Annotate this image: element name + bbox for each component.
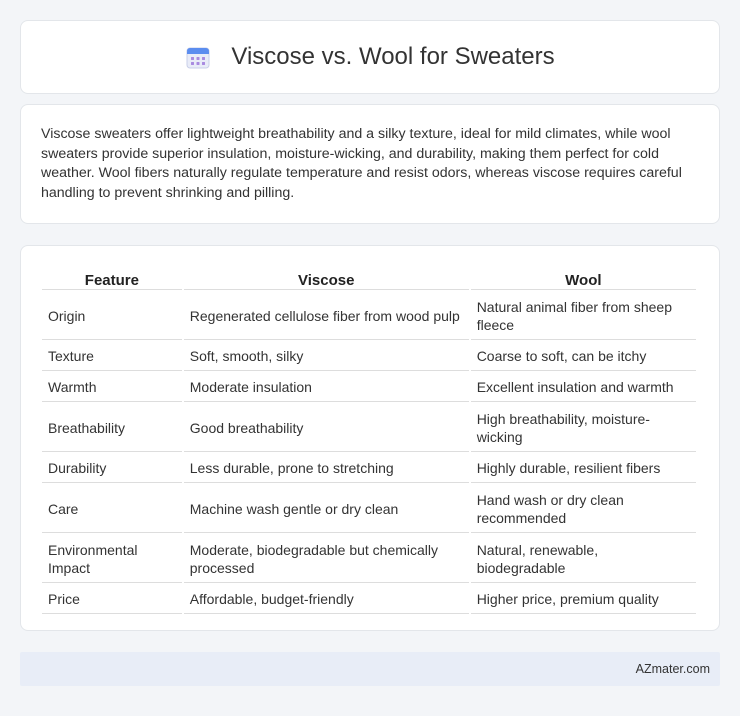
row-wool: Natural, renewable, biodegradable [471,535,696,583]
comparison-table [40,266,698,616]
intro-card [20,104,720,224]
table-row [42,454,696,483]
row-wool: Hand wash or dry clean recommended [471,485,696,533]
row-viscose: Machine wash gentle or dry clean [184,485,469,533]
title-card [20,20,720,94]
intro-text: Viscose sweaters offer lightweight breathability and a silky texture, ideal for mild climates, while wool sweaters provide superior insulation, moisture-wicking, and durability, making them perfect for cold weather. Wool fibers naturally regulate temperature and resist odors, whereas viscose requires careful handling to prevent shrinking and pilling. [41,126,682,201]
row-viscose: Regenerated cellulose fiber from wood pulp [184,292,469,340]
row-feature: Price [42,585,182,614]
row-viscose: Affordable, budget-friendly [184,585,469,614]
table-row [42,535,696,583]
row-viscose: Soft, smooth, silky [184,342,469,371]
table-row [42,585,696,614]
row-wool: Natural animal fiber from sheep fleece [471,292,696,340]
page-title: Viscose vs. Wool for Sweaters [231,43,555,70]
header-viscose: Viscose [184,268,469,290]
table-header-row [42,268,696,290]
calendar-icon [185,44,211,70]
table-row [42,342,696,371]
table-row [42,404,696,452]
header-feature: Feature [42,268,182,290]
table-row [42,292,696,340]
row-viscose: Moderate, biodegradable but chemically processed [184,535,469,583]
row-wool: Higher price, premium quality [471,585,696,614]
row-feature: Durability [42,454,182,483]
row-feature: Origin [42,292,182,340]
table-row [42,485,696,533]
row-wool: Highly durable, resilient fibers [471,454,696,483]
footer [20,652,720,686]
row-feature: Breathability [42,404,182,452]
row-viscose: Less durable, prone to stretching [184,454,469,483]
row-viscose: Moderate insulation [184,373,469,402]
footer-brand: AZmater.com [635,662,710,676]
row-feature: Environmental Impact [42,535,182,583]
table-row [42,373,696,402]
row-wool: High breathability, moisture-wicking [471,404,696,452]
header-wool: Wool [471,268,696,290]
comparison-card [20,245,720,631]
row-feature: Warmth [42,373,182,402]
row-feature: Texture [42,342,182,371]
row-viscose: Good breathability [184,404,469,452]
row-wool: Coarse to soft, can be itchy [471,342,696,371]
row-wool: Excellent insulation and warmth [471,373,696,402]
row-feature: Care [42,485,182,533]
